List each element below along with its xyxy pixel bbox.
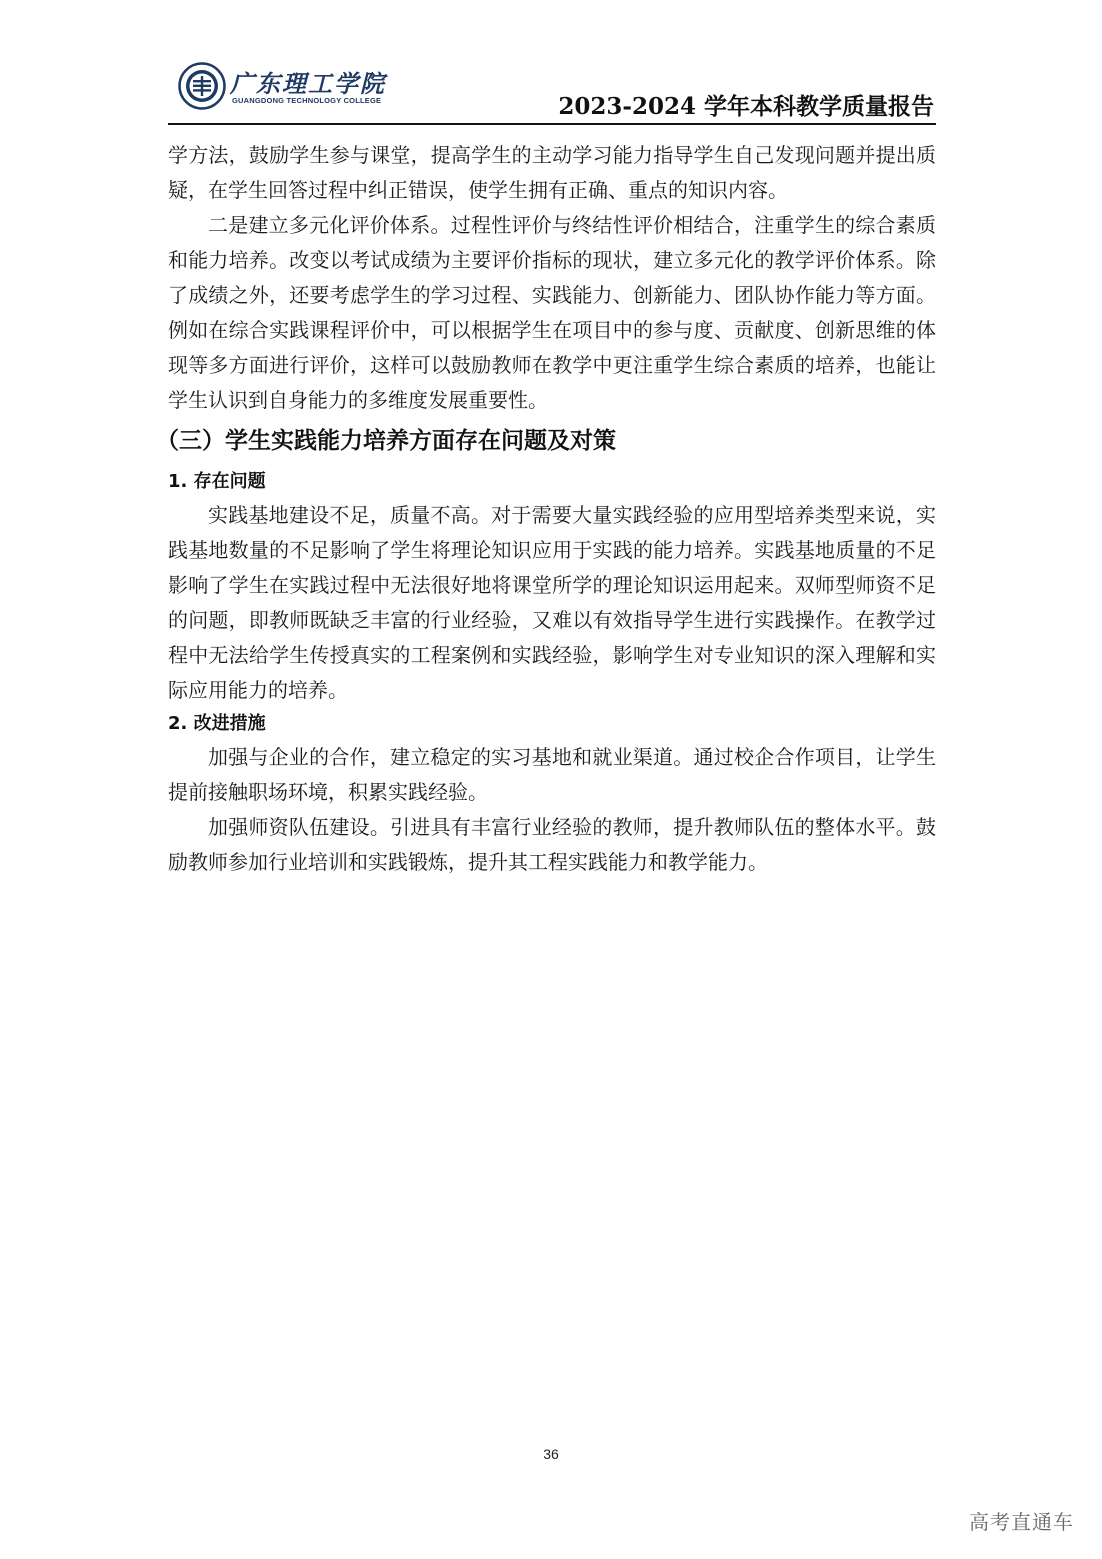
paragraph-teaching-method: 学方法，鼓励学生参与课堂，提高学生的主动学习能力指导学生自己发现问题并提出质疑，在学生回答过程中纠正错误，使学生拥有正确、重点的知识内容。 <box>168 143 936 202</box>
subheading-problems: 1. 存在问题 <box>168 471 266 492</box>
report-title: 2023-2024 学年本科教学质量报告 <box>558 93 934 120</box>
paragraph-faculty-building: 加强师资队伍建设。引进具有丰富行业经验的教师，提升教师队伍的整体水平。鼓励教师参加行业培训和实践锻炼，提升其工程实践能力和教学能力。 <box>168 815 936 874</box>
watermark: 高考直通车 <box>969 1510 1074 1534</box>
header-divider <box>168 123 936 125</box>
paragraph-evaluation-system: 二是建立多元化评价体系。过程性评价与终结性评价相结合，注重学生的综合素质和能力培养。改变以考试成绩为主要评价指标的现状，建立多元化的教学评价体系。除了成绩之外，还要考虑学生的学习过程、实践能力、创新能力、团队协作能力等方面。例如在综合实践课程评价中，可以根据学生在项目中的参与度、贡献度、创新思维的体现等多方面进行评价，这样可以鼓励教师在教学中更注重学生综合素质的培养，也能让学生认识到自身能力的多维度发展重要性。 <box>168 213 936 412</box>
document-body <box>156 138 936 880</box>
college-seal-icon <box>178 62 226 110</box>
page-header <box>168 60 936 126</box>
paragraph-enterprise-cooperation: 加强与企业的合作，建立稳定的实习基地和就业渠道。通过校企合作项目，让学生提前接触职场环境，积累实践经验。 <box>168 745 936 804</box>
college-name-cn: 广东理工学院 <box>230 69 386 98</box>
college-name-en: GUANGDONG TECHNOLOGY COLLEGE <box>232 96 382 105</box>
page-number: 36 <box>543 1446 559 1462</box>
subheading-measures: 2. 改进措施 <box>168 713 266 734</box>
paragraph-problems: 实践基地建设不足，质量不高。对于需要大量实践经验的应用型培养类型来说，实践基地数量的不足影响了学生将理论知识应用于实践的能力培养。实践基地质量的不足影响了学生在实践过程中无法很好地将课堂所学的理论知识运用起来。双师型师资不足的问题，即教师既缺乏丰富的行业经验，又难以有效指导学生进行实践操作。在教学过程中无法给学生传授真实的工程案例和实践经验，影响学生对专业知识的深入理解和实际应用能力的培养。 <box>168 503 936 702</box>
section-heading: （三）学生实践能力培养方面存在问题及对策 <box>156 428 616 454</box>
college-logo <box>178 62 398 112</box>
